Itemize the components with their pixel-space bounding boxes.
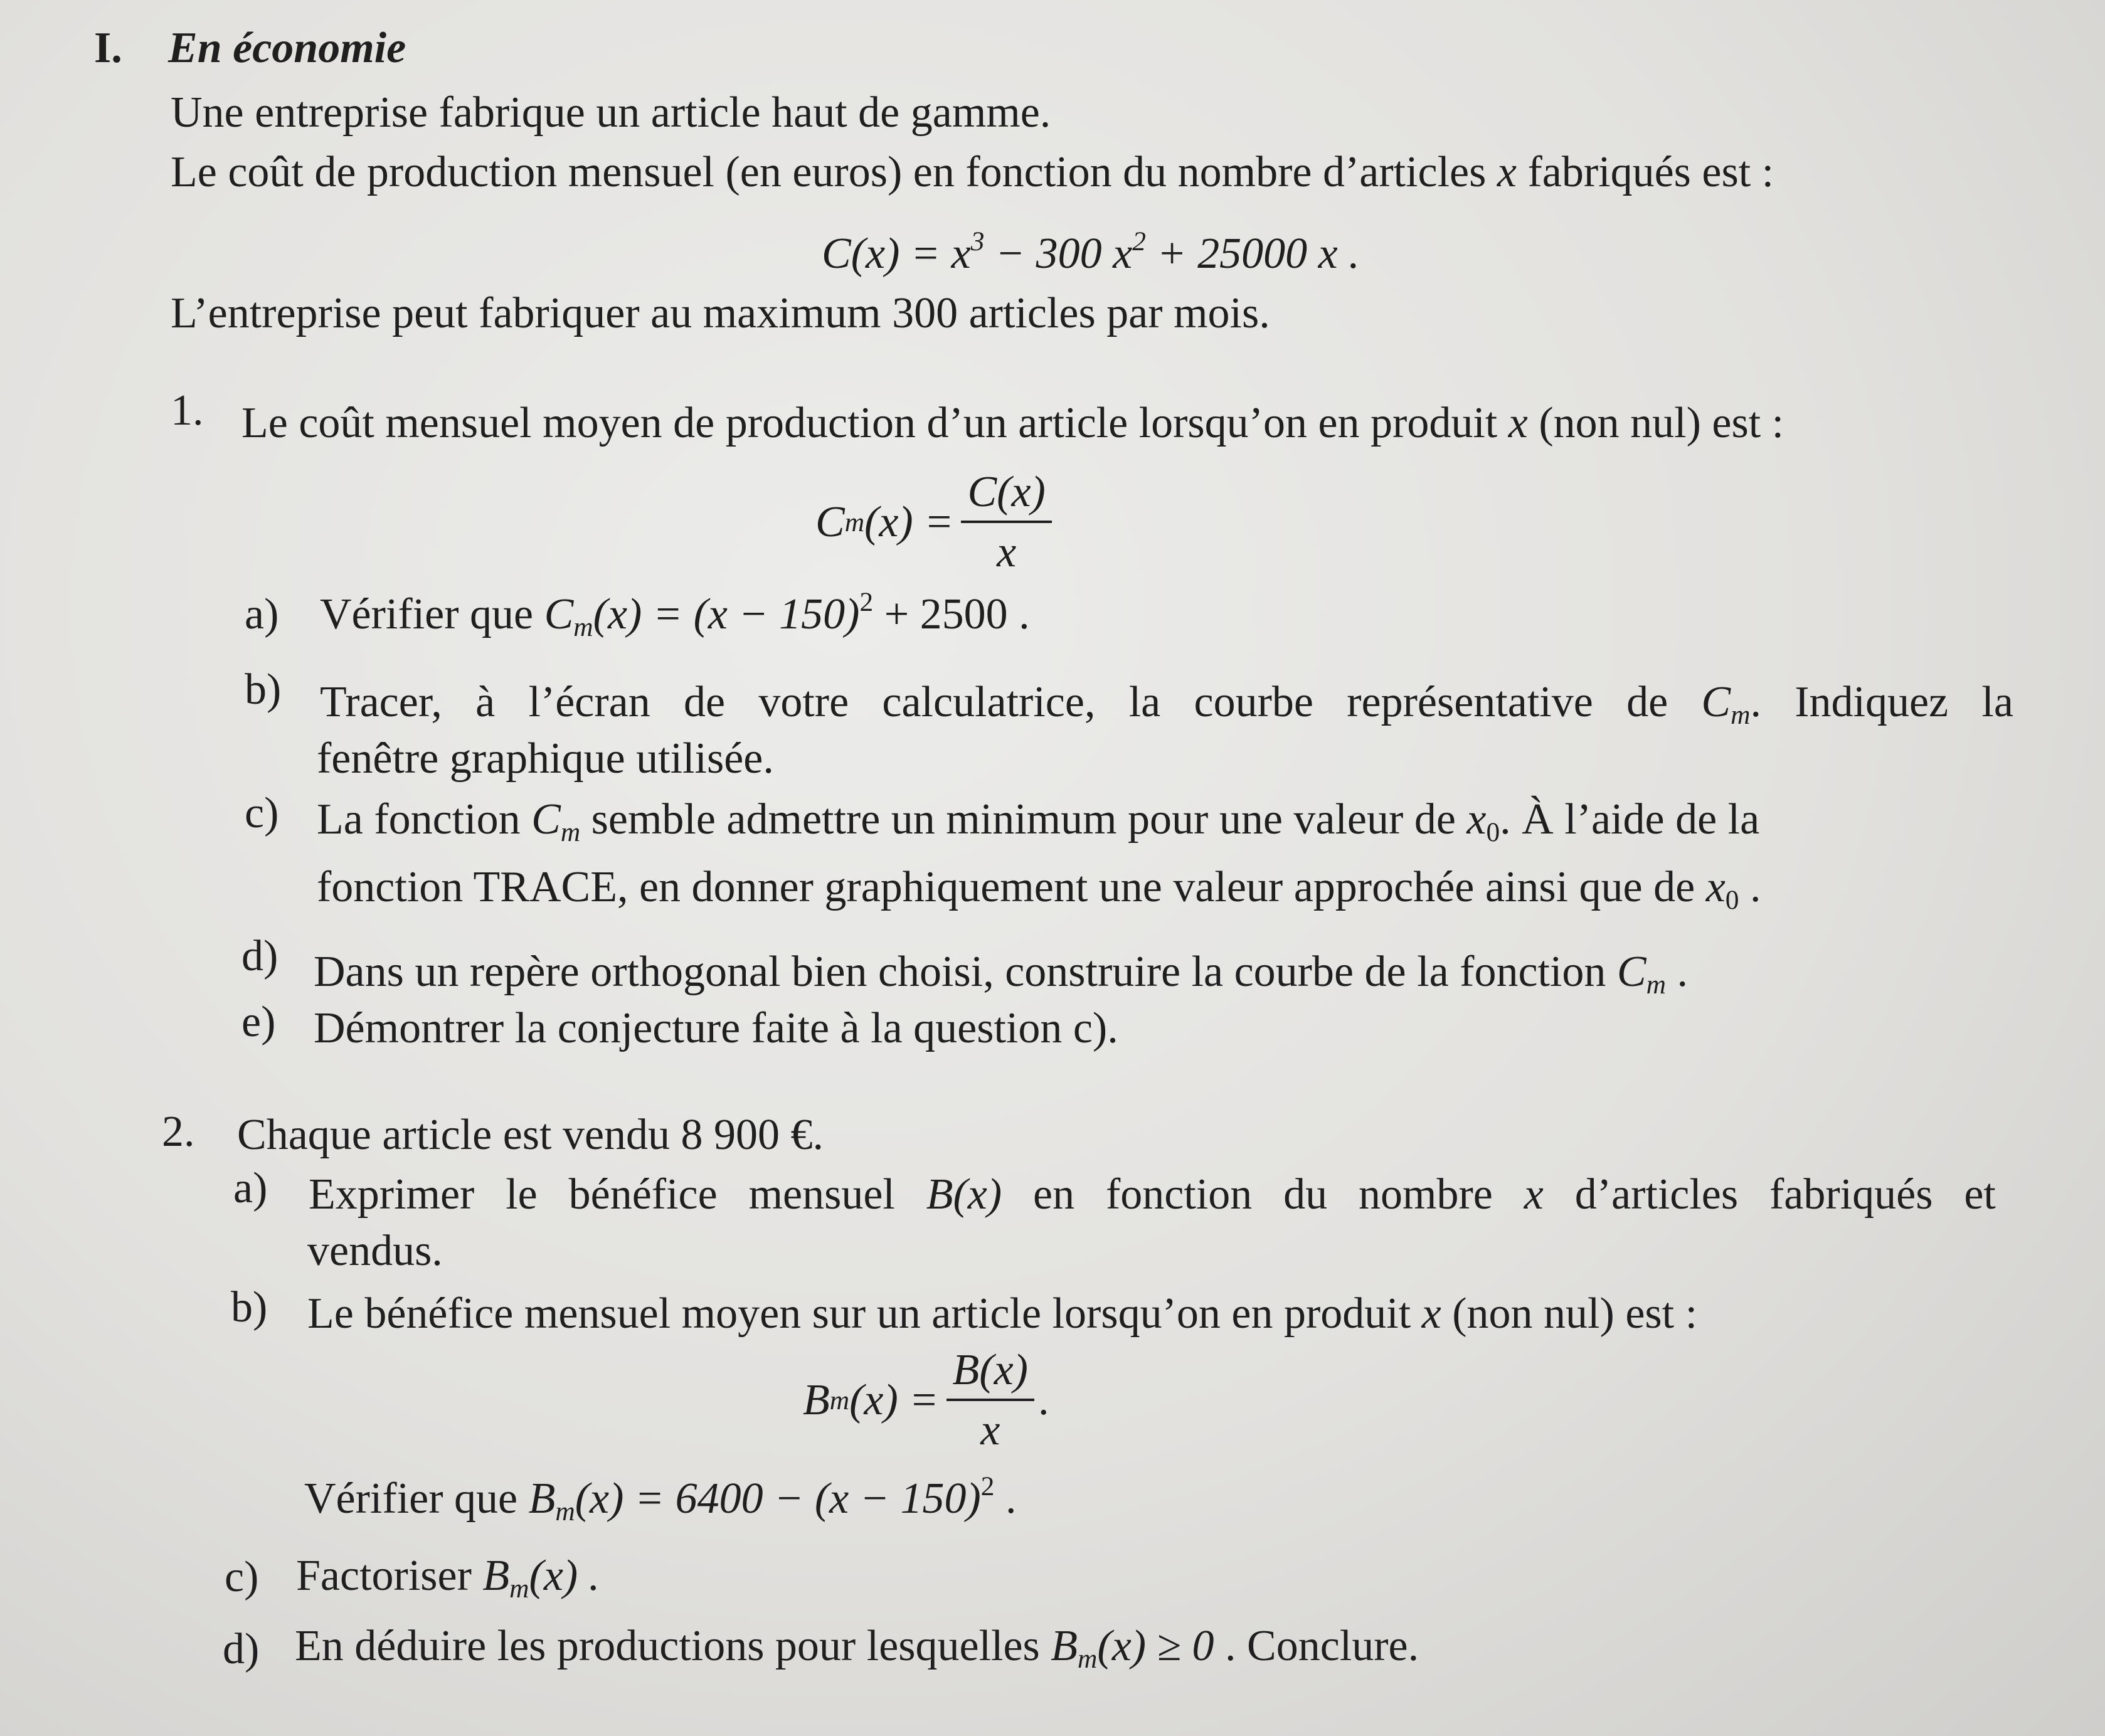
q1b-line-1: Tracer, à l’écran de votre calculatrice, la courbe représentative de $C_m$. Indiquez la	[320, 678, 2013, 731]
q2c-label: c)	[225, 1553, 259, 1601]
q1-number: 1.	[171, 386, 204, 435]
q2b-label: b)	[231, 1283, 268, 1331]
q1c-line-1: La fonction $C_m$ semble admettre un minimum pour une valeur de $x_0$. À l’aide de la	[317, 795, 1760, 848]
q2d-text: En déduire les productions pour lesquelles $B_m(x) \ge 0$ . Conclure.	[295, 1622, 1419, 1675]
q2a-line-2: vendus.	[307, 1227, 443, 1275]
q1b-line-2: fenêtre graphique utilisée.	[317, 734, 774, 783]
q1-text: Le coût mensuel moyen de production d’un article lorsqu’on en produit x (non nul) est :	[241, 399, 1784, 447]
q1e-label: e)	[241, 998, 276, 1046]
section-number: I.	[94, 24, 122, 72]
intro-line-2: Le coût de production mensuel (en euros) en fonction du nombre d’articles x fabriqués est :	[171, 148, 1774, 196]
q2-text: Chaque article est vendu 8 900 €.	[237, 1111, 824, 1159]
q1c-label: c)	[245, 789, 279, 837]
q1b-label: b)	[245, 665, 282, 714]
q1e-text: Démontrer la conjecture faite à la question c).	[314, 1004, 1118, 1052]
q1a-text: Vérifier que $C_m(x) = (x - 150)^2 + 2500$ .	[320, 586, 1030, 643]
q2b-verify: Vérifier que $B_m(x) = 6400 - (x - 150)^2$ .	[304, 1471, 1017, 1527]
q1d-label: d)	[241, 932, 278, 980]
q1c-line-2: fonction TRACE, en donner graphiquement une valeur approchée ainsi que de $x_0$ .	[317, 863, 1761, 916]
q2a-line-1: Exprimer le bénéfice mensuel B(x) en fonction du nombre x d’articles fabriqués et	[309, 1170, 1996, 1219]
cost-function-formula: $C(x) = x^3 - 300$ $x^2 + 25000$ x .	[822, 226, 1360, 278]
intro-line-3: L’entreprise peut fabriquer au maximum 300 articles par mois.	[171, 289, 1270, 337]
cm-definition-formula: C m (x) = C(x) x	[815, 470, 1052, 574]
q1d-text: Dans un repère orthogonal bien choisi, construire la courbe de la fonction $C_m$ .	[314, 948, 1688, 1000]
intro-line-1: Une entreprise fabrique un article haut de gamme.	[171, 88, 1051, 137]
q2c-text: Factoriser $B_m(x)$ .	[296, 1552, 600, 1604]
q2a-label: a)	[233, 1164, 268, 1212]
q1a-label: a)	[245, 590, 279, 638]
q2-number: 2.	[162, 1108, 195, 1156]
bm-definition-formula: B m (x) = B(x) x .	[803, 1346, 1049, 1454]
q2b-text: Le bénéfice mensuel moyen sur un article lorsqu’on en produit x (non nul) est :	[307, 1289, 1698, 1338]
section-title: En économie	[168, 24, 406, 72]
q2d-label: d)	[223, 1625, 260, 1673]
